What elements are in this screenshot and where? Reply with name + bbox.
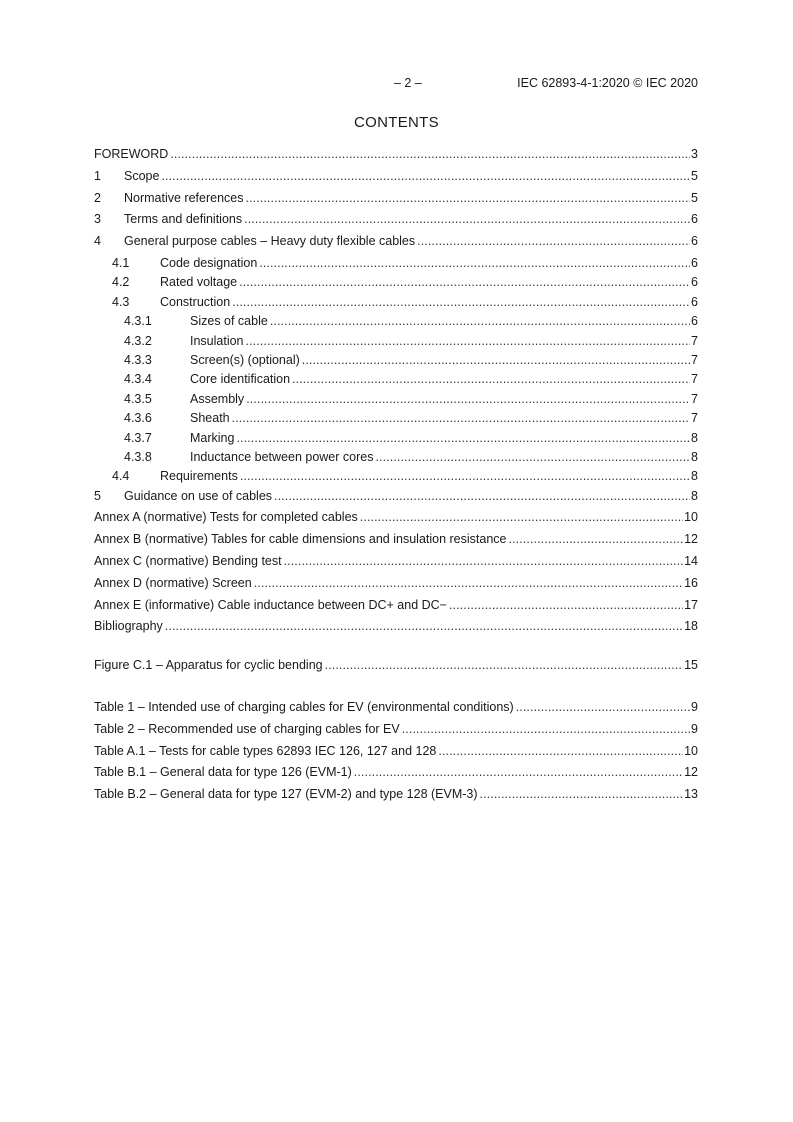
dot-leader [449, 597, 683, 613]
dot-leader [170, 146, 690, 162]
toc-entry-title: FOREWORD [94, 147, 169, 161]
toc-entry-page: 14 [684, 554, 698, 569]
toc-entry-page: 7 [691, 352, 698, 367]
toc-entry-title: Requirements [160, 469, 238, 484]
dot-leader [246, 190, 691, 206]
toc-entry[interactable] [94, 233, 698, 255]
toc-entry-title: Bibliography [94, 619, 163, 634]
toc-entry-number: 4.3 [112, 294, 130, 309]
toc-entry-number: 4.3.2 [124, 333, 152, 348]
dot-leader [402, 721, 690, 737]
toc-entry-title: Core identification [190, 372, 291, 387]
toc-entry-title: Table 1 – Intended use of charging cables for EV (environmental conditions) [94, 700, 514, 715]
toc-entry-title: Marking [190, 430, 235, 445]
toc-entry-number: 3 [94, 212, 101, 227]
dot-leader [292, 371, 690, 387]
toc-entry-page: 6 [691, 255, 698, 270]
page-number: – 2 – [394, 76, 422, 90]
toc-entry[interactable] [94, 391, 698, 410]
toc-entry-title: Guidance on use of cables [124, 488, 273, 503]
toc-entry[interactable] [94, 430, 698, 449]
toc-entry-page: 7 [691, 333, 698, 348]
toc-entry[interactable] [94, 721, 698, 743]
toc-entry-page: 13 [684, 787, 698, 802]
toc-entry-number: 4.2 [112, 275, 130, 290]
toc-entry[interactable] [94, 575, 698, 597]
toc-entry[interactable] [94, 211, 698, 233]
toc-entry-title: Scope [124, 168, 160, 183]
toc-entry-title: Annex D (normative) Screen [94, 575, 252, 590]
toc-entry-title: Terms and definitions [124, 212, 243, 227]
table-of-contents [94, 146, 698, 808]
page-title: CONTENTS [354, 114, 439, 131]
dot-leader [284, 553, 684, 569]
toc-entry-page: 5 [691, 190, 698, 205]
toc-entry[interactable] [94, 146, 698, 168]
toc-entry-number: 4.4 [112, 469, 130, 484]
toc-entry-title: Code designation [160, 255, 258, 270]
toc-entry-page: 7 [691, 391, 698, 406]
toc-entry-title: Table 2 – Recommended use of charging cables for EV [94, 721, 400, 736]
dot-leader [480, 786, 684, 802]
toc-entry-page: 6 [691, 234, 698, 249]
page-header [94, 76, 698, 92]
toc-entry[interactable] [94, 597, 698, 619]
toc-entry-page: 10 [684, 510, 698, 525]
toc-entry-number: 4.3.8 [124, 449, 152, 464]
dot-leader [254, 575, 683, 591]
toc-entry-page: 3 [691, 147, 698, 161]
toc-entry-page: 10 [684, 743, 698, 758]
dot-leader [259, 255, 690, 271]
dot-leader [270, 313, 690, 329]
toc-entry-page: 15 [684, 658, 698, 673]
toc-entry[interactable] [94, 488, 698, 510]
toc-entry-page: 7 [691, 372, 698, 387]
dot-leader [302, 352, 690, 368]
standard-reference: IEC 62893-4-1:2020 © IEC 2020 [517, 76, 698, 90]
dot-leader [325, 657, 683, 673]
toc-entry-number: 4.3.4 [124, 372, 152, 387]
toc-entry-title: Construction [160, 294, 231, 309]
toc-entry-number: 4.3.7 [124, 430, 152, 445]
toc-entry[interactable] [94, 190, 698, 212]
toc-entry-title: Normative references [124, 190, 244, 205]
toc-entry-number: 5 [94, 488, 101, 503]
toc-entry-title: Assembly [190, 391, 245, 406]
toc-entry-page: 6 [691, 294, 698, 309]
toc-entry-page: 6 [691, 314, 698, 329]
toc-entry-page: 12 [684, 765, 698, 780]
toc-entry-number: 4.1 [112, 255, 130, 270]
toc-entry[interactable] [94, 410, 698, 429]
toc-entry[interactable] [94, 553, 698, 575]
toc-entry-page: 8 [691, 488, 698, 503]
toc-entry-title: Annex E (informative) Cable inductance between DC+ and DC− [94, 597, 447, 612]
toc-entry-title: Table B.1 – General data for type 126 (EVM-1) [94, 765, 352, 780]
dot-leader [509, 531, 684, 547]
toc-entry-page: 5 [691, 168, 698, 183]
dot-leader [360, 509, 683, 525]
toc-entry[interactable] [94, 313, 698, 332]
toc-entry-page: 6 [691, 212, 698, 227]
toc-entry[interactable] [94, 371, 698, 390]
section-spacer [94, 640, 698, 657]
toc-entry[interactable] [94, 168, 698, 190]
toc-entry-title: Rated voltage [160, 275, 238, 290]
toc-entry-number: 2 [94, 190, 101, 205]
toc-entry-number: 1 [94, 168, 101, 183]
dot-leader [274, 488, 690, 504]
toc-entry-page: 8 [691, 469, 698, 484]
toc-entry-page: 18 [684, 619, 698, 634]
toc-entry-number: 4.3.6 [124, 411, 152, 426]
toc-entry-title: General purpose cables – Heavy duty flexible cables [124, 234, 416, 249]
toc-entry-page: 17 [684, 597, 698, 612]
toc-entry-number: 4 [94, 234, 101, 249]
toc-entry-title: Sheath [190, 411, 230, 426]
section-spacer [94, 679, 698, 699]
toc-entry[interactable] [94, 509, 698, 531]
toc-entry[interactable] [94, 699, 698, 721]
toc-entry[interactable] [94, 531, 698, 553]
dot-leader [161, 168, 690, 184]
dot-leader [417, 233, 690, 249]
toc-entry[interactable] [94, 786, 698, 808]
dot-leader [240, 468, 690, 484]
toc-entry[interactable] [94, 657, 698, 679]
toc-entry-page: 8 [691, 430, 698, 445]
dot-leader [246, 333, 691, 349]
toc-entry-title: Table A.1 – Tests for cable types 62893 IEC 126, 127 and 128 [94, 743, 437, 758]
toc-entry[interactable] [94, 255, 698, 274]
toc-entry[interactable] [94, 274, 698, 293]
toc-entry-page: 7 [691, 411, 698, 426]
toc-entry[interactable] [94, 294, 698, 313]
toc-entry-page: 9 [691, 721, 698, 736]
toc-entry[interactable] [94, 333, 698, 352]
toc-entry[interactable] [94, 468, 698, 487]
toc-entry-title: Annex C (normative) Bending test [94, 554, 282, 569]
toc-entry[interactable] [94, 352, 698, 371]
toc-entry[interactable] [94, 743, 698, 765]
dot-leader [354, 764, 683, 780]
toc-entry-title: Figure C.1 – Apparatus for cyclic bending [94, 658, 323, 673]
dot-leader [438, 743, 683, 759]
toc-entry-number: 4.3.1 [124, 314, 152, 329]
toc-entry-number: 4.3.3 [124, 352, 152, 367]
toc-entry[interactable] [94, 764, 698, 786]
dot-leader [239, 274, 690, 290]
toc-entry-title: Annex A (normative) Tests for completed cables [94, 510, 358, 525]
toc-entry-page: 16 [684, 575, 698, 590]
toc-entry-title: Inductance between power cores [190, 449, 374, 464]
dot-leader [232, 294, 690, 310]
dot-leader [236, 430, 690, 446]
dot-leader [246, 391, 690, 407]
toc-entry-page: 9 [691, 700, 698, 715]
dot-leader [232, 410, 690, 426]
toc-entry-page: 8 [691, 449, 698, 464]
toc-entry[interactable] [94, 449, 698, 468]
dot-leader [165, 618, 683, 634]
toc-entry-title: Table B.2 – General data for type 127 (EVM-2) and type 128 (EVM-3) [94, 787, 478, 802]
toc-entry-title: Insulation [190, 333, 244, 348]
dot-leader [244, 211, 690, 227]
toc-entry[interactable] [94, 618, 698, 640]
toc-entry-page: 12 [684, 532, 698, 547]
toc-entry-page: 6 [691, 275, 698, 290]
dot-leader [375, 449, 690, 465]
dot-leader [516, 699, 690, 715]
toc-entry-number: 4.3.5 [124, 391, 152, 406]
toc-entry-title: Screen(s) (optional) [190, 352, 300, 367]
toc-entry-title: Annex B (normative) Tables for cable dimensions and insulation resistance [94, 532, 507, 547]
toc-entry-title: Sizes of cable [190, 314, 268, 329]
